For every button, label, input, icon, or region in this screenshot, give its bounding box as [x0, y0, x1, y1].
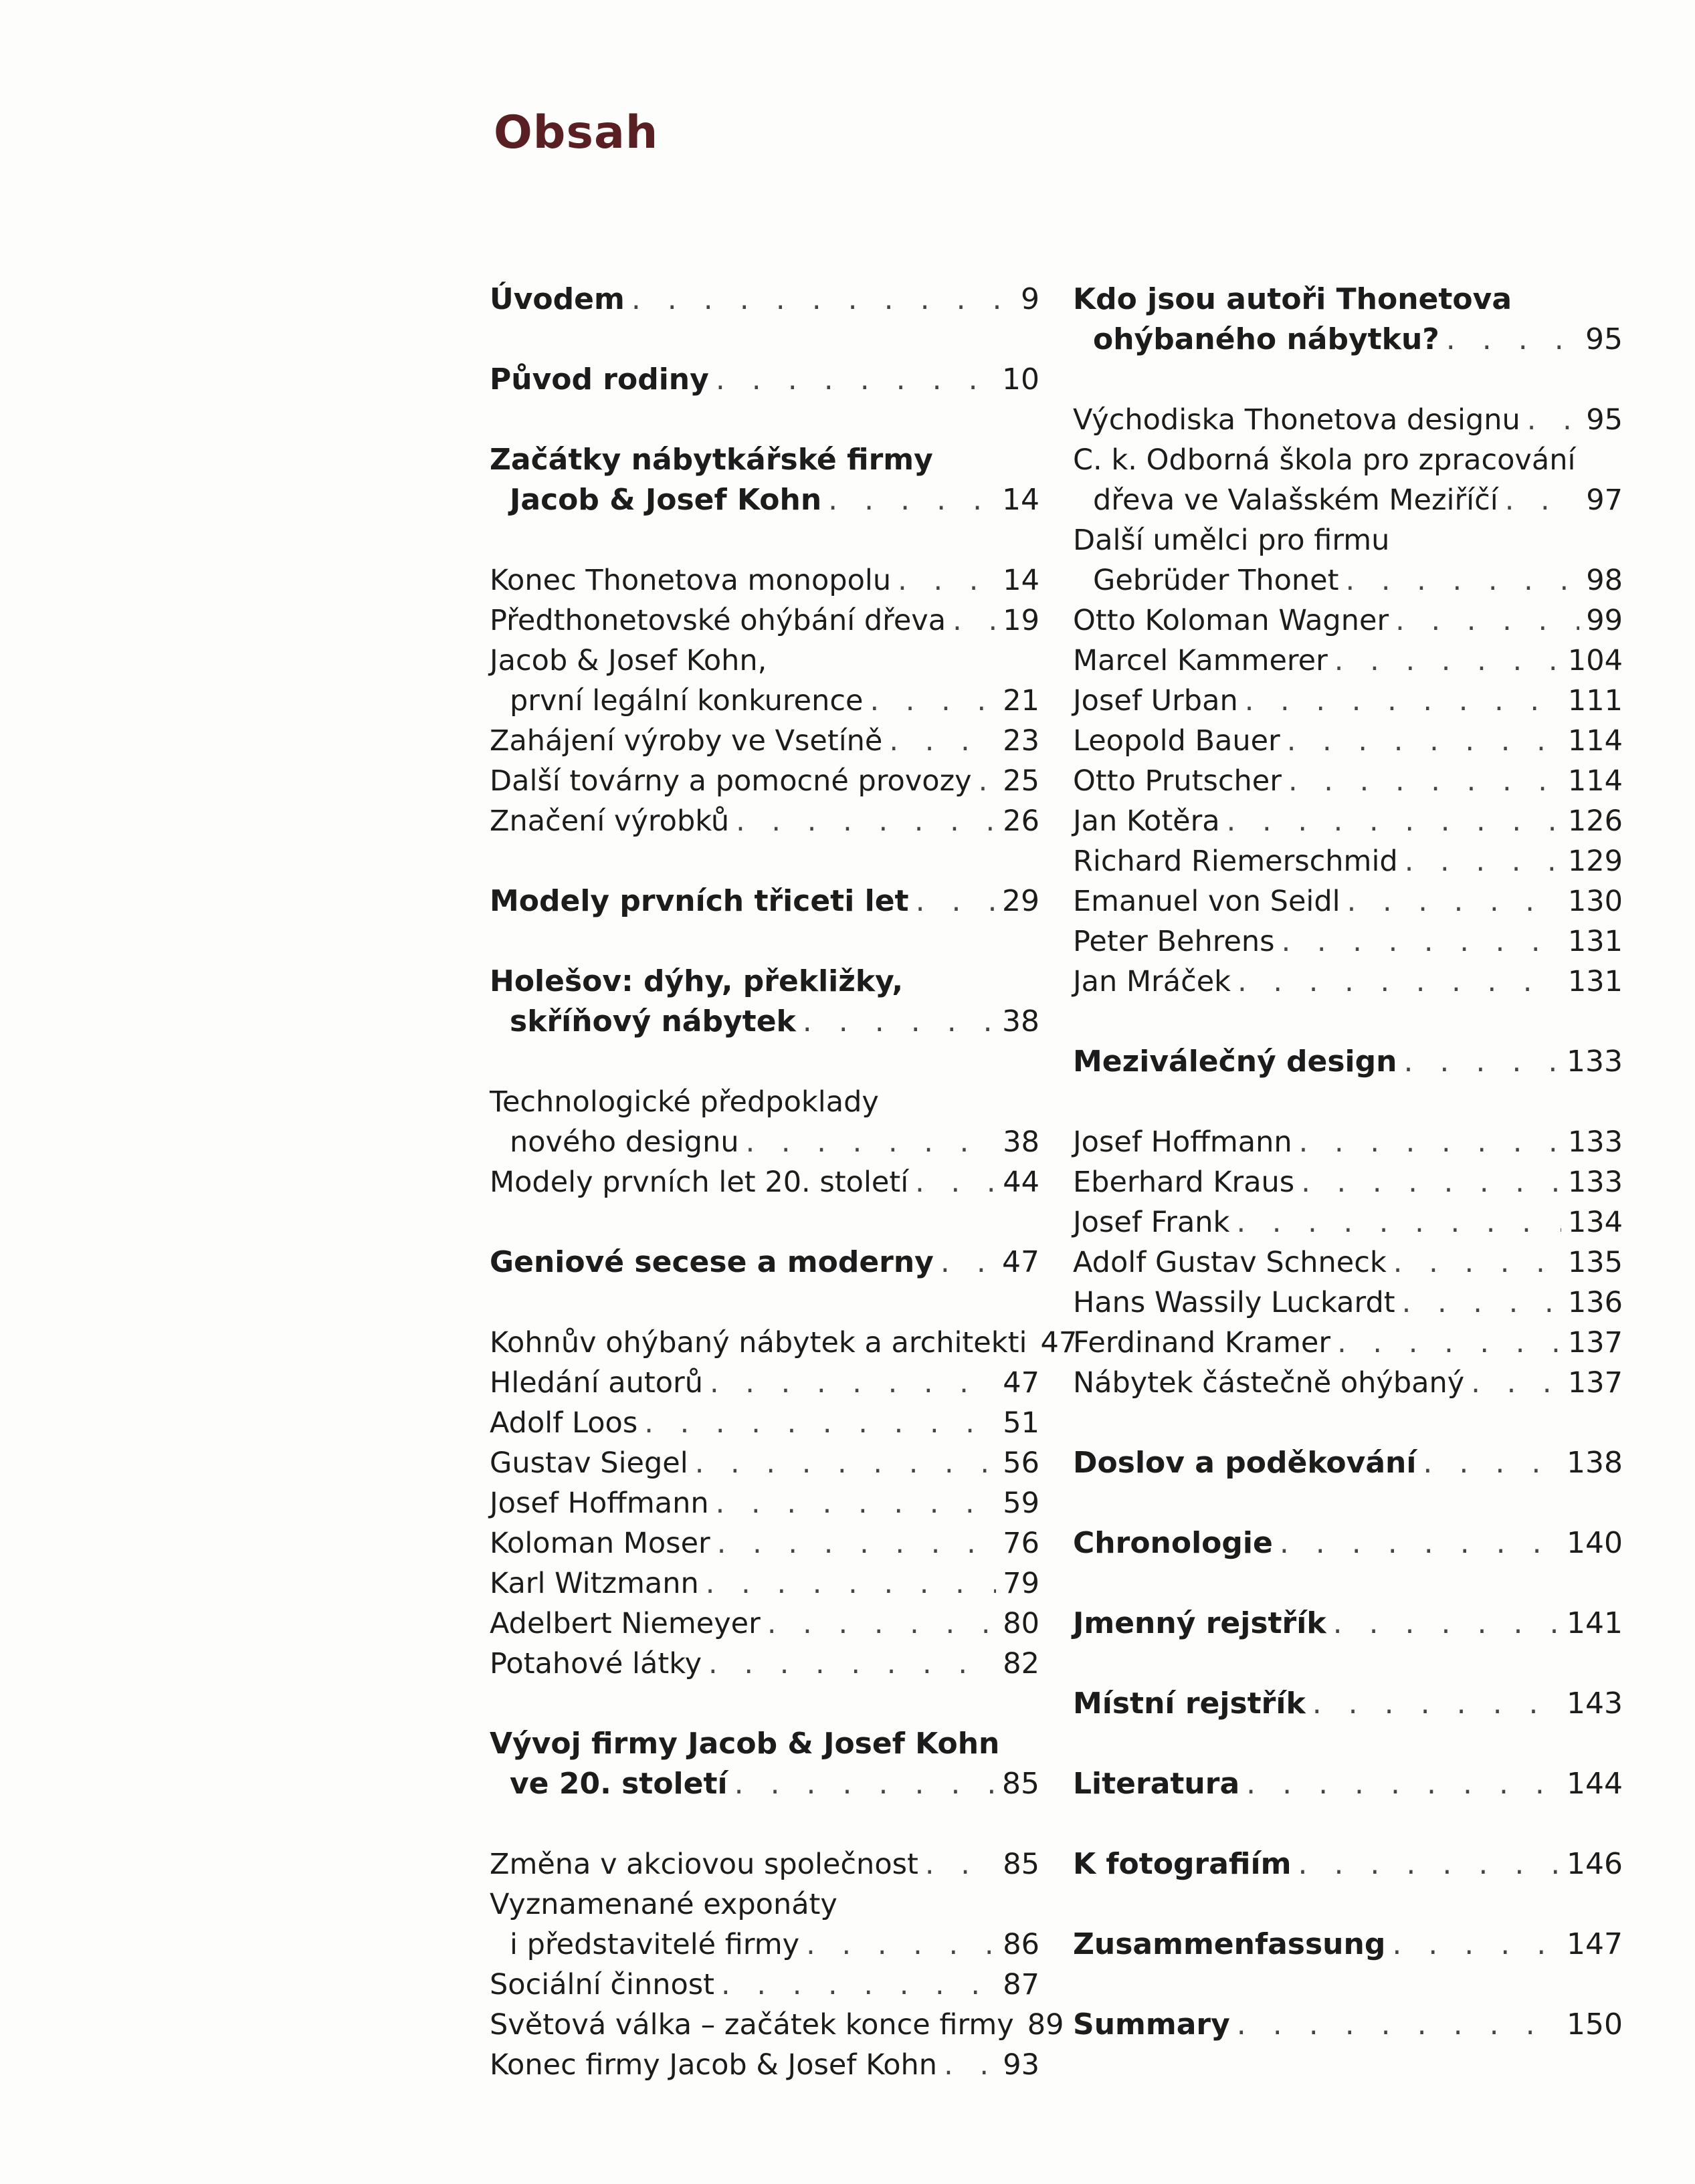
toc-page-number: 25 — [1003, 764, 1039, 798]
toc-entry-label: Modely prvních let 20. století — [490, 1166, 909, 1199]
toc-page-number: 51 — [1003, 1406, 1039, 1440]
toc-spacer — [1073, 1724, 1623, 1764]
toc-page-number: 76 — [1003, 1527, 1039, 1560]
toc-page-number: 129 — [1567, 845, 1623, 878]
dot-leader — [1237, 962, 1561, 1002]
toc-spacer — [490, 841, 1039, 881]
toc-page-number: 44 — [1003, 1166, 1039, 1199]
toc-entry-label: Gustav Siegel — [490, 1446, 688, 1480]
toc-section[interactable] — [1073, 1764, 1623, 1804]
toc-page-number: 126 — [1567, 804, 1623, 838]
toc-page-number: 86 — [1003, 1928, 1039, 1961]
toc-entry[interactable] — [1073, 921, 1623, 962]
toc-entry[interactable] — [490, 1604, 1039, 1644]
toc-entry-label: Peter Behrens — [1073, 925, 1275, 958]
toc-section[interactable] — [1073, 2005, 1623, 2045]
dot-leader — [828, 480, 995, 520]
toc-entry-label: Leopold Bauer — [1073, 724, 1280, 758]
toc-section[interactable] — [490, 280, 1039, 320]
toc-page-number: 150 — [1567, 2007, 1623, 2042]
dot-leader — [1333, 1604, 1560, 1644]
toc-entry-label: Gebrüder Thonet — [1093, 564, 1339, 597]
toc-page-number: 9 — [1021, 282, 1039, 316]
toc-spacer — [490, 1042, 1039, 1082]
toc-entry-text: Jacob & Josef Kohn, — [490, 644, 767, 677]
toc-entry[interactable] — [490, 1483, 1039, 1523]
toc-entry[interactable] — [1073, 721, 1623, 761]
dot-leader — [1446, 320, 1579, 360]
toc-entry[interactable] — [490, 2005, 1064, 2045]
toc-entry-label: Hledání autorů — [490, 1366, 703, 1400]
toc-page-number: 131 — [1567, 925, 1623, 958]
toc-page-number: 47 — [1003, 1366, 1039, 1400]
toc-entry[interactable] — [490, 560, 1039, 600]
toc-entry[interactable] — [490, 1403, 1039, 1443]
toc-entry[interactable] — [1073, 761, 1623, 801]
toc-entry-label: Ferdinand Kramer — [1073, 1326, 1331, 1359]
toc-entry-label: Chronologie — [1073, 1526, 1273, 1560]
toc-entry-text: Technologické předpoklady — [490, 1085, 879, 1119]
toc-section[interactable] — [490, 1764, 1039, 1804]
toc-page-number: 59 — [1003, 1487, 1039, 1520]
toc-spacer — [1073, 1965, 1623, 2005]
toc-entry-label: Otto Prutscher — [1073, 764, 1282, 798]
toc-page-number: 140 — [1567, 1526, 1623, 1560]
toc-entry-label: Eberhard Kraus — [1073, 1166, 1295, 1199]
toc-section[interactable] — [490, 1242, 1039, 1283]
dot-leader — [803, 1002, 995, 1042]
toc-entry-label: Adolf Gustav Schneck — [1073, 1246, 1387, 1279]
toc-page-number: 10 — [1002, 362, 1039, 397]
toc-spacer — [1073, 1884, 1623, 1925]
toc-page-number: 80 — [1003, 1607, 1039, 1640]
toc-section[interactable] — [1073, 1844, 1623, 1884]
toc-entry[interactable] — [1073, 962, 1623, 1002]
toc-entry[interactable] — [490, 1925, 1039, 1965]
toc-entry[interactable] — [1073, 1363, 1623, 1403]
toc-spacer — [1073, 1644, 1623, 1684]
dot-leader — [1392, 1925, 1560, 1965]
toc-spacer — [1073, 1804, 1623, 1844]
toc-section[interactable] — [1073, 1925, 1623, 1965]
toc-section-heading: Kdo jsou autoři Thonetova — [1073, 282, 1512, 316]
toc-entry[interactable] — [490, 761, 1039, 801]
toc-page-number: 47 — [1002, 1245, 1039, 1279]
toc-entry[interactable] — [490, 1122, 1039, 1162]
toc-entry[interactable] — [1073, 1323, 1623, 1363]
dot-leader — [1527, 400, 1579, 440]
toc-entry[interactable] — [1073, 1202, 1623, 1242]
toc-entry-label: skříňový nábytek — [510, 1004, 796, 1039]
toc-section[interactable] — [1073, 1684, 1623, 1724]
toc-page-number: 141 — [1567, 1606, 1623, 1640]
toc-entry-label: Původ rodiny — [490, 362, 709, 397]
toc-page-number: 79 — [1003, 1567, 1039, 1600]
toc-section[interactable] — [1073, 1042, 1623, 1082]
toc-page-number: 144 — [1567, 1767, 1623, 1801]
toc-entry-label: i představitelé firmy — [510, 1928, 800, 1961]
dot-leader — [746, 1122, 997, 1162]
toc-page-number: 133 — [1567, 1045, 1623, 1079]
toc-entry-label: Jmenný rejstřík — [1073, 1606, 1326, 1640]
toc-page-number: 85 — [1003, 1848, 1039, 1881]
toc-entry-label: Richard Riemerschmid — [1073, 845, 1398, 878]
toc-section[interactable] — [1073, 1443, 1623, 1483]
dot-leader — [1346, 560, 1580, 600]
toc-entry[interactable] — [1073, 1162, 1623, 1202]
toc-page-number: 95 — [1586, 403, 1623, 437]
toc-entry-label: Východiska Thonetova designu — [1073, 403, 1520, 437]
toc-column-left — [490, 280, 1078, 2085]
toc-entry[interactable] — [1073, 801, 1623, 841]
toc-entry-label: Josef Urban — [1073, 684, 1238, 718]
dot-leader — [1280, 1523, 1560, 1563]
toc-spacer — [490, 520, 1039, 560]
toc-entry[interactable] — [490, 1644, 1039, 1684]
toc-spacer — [490, 1283, 1039, 1323]
toc-page-number: 146 — [1567, 1847, 1623, 1881]
toc-entry-label: nového designu — [510, 1125, 739, 1159]
dot-leader — [806, 1925, 996, 1965]
toc-page-number: 26 — [1003, 804, 1039, 838]
toc-page-number: 104 — [1567, 644, 1623, 677]
toc-page-number: 130 — [1567, 885, 1623, 918]
toc-section-heading: Začátky nábytkářské firmy — [490, 443, 933, 477]
dot-leader — [706, 1563, 997, 1604]
toc-entry-label: Josef Hoffmann — [490, 1487, 709, 1520]
toc-section-heading: Vývoj firmy Jacob & Josef Kohn — [490, 1727, 1000, 1761]
toc-entry-label: Konec Thonetova monopolu — [490, 564, 892, 597]
dot-leader — [767, 1604, 996, 1644]
toc-page-number: 87 — [1003, 1968, 1039, 2001]
dot-leader — [944, 2045, 996, 2085]
toc-page-number: 89 — [1027, 2008, 1064, 2042]
toc-entry[interactable] — [490, 1563, 1039, 1604]
toc-entry[interactable] — [1073, 1242, 1623, 1283]
dot-leader — [708, 1644, 996, 1684]
dot-leader — [721, 1965, 996, 2005]
toc-entry-label: Jacob & Josef Kohn — [510, 483, 822, 517]
toc-spacer — [1073, 1082, 1623, 1122]
toc-entry-label: Předthonetovské ohýbání dřeva — [490, 604, 946, 637]
dot-leader — [979, 761, 997, 801]
toc-section[interactable] — [490, 480, 1039, 520]
toc-page-number: 137 — [1567, 1366, 1623, 1400]
dot-leader — [1423, 1443, 1560, 1483]
toc-page-number: 114 — [1567, 764, 1623, 798]
dot-leader — [1337, 1323, 1561, 1363]
toc-entry-label: Značení výrobků — [490, 804, 730, 838]
toc-page-number: 133 — [1567, 1166, 1623, 1199]
dot-leader — [953, 600, 996, 641]
toc-entry-label: Jan Mráček — [1073, 965, 1231, 998]
dot-leader — [631, 280, 1014, 320]
toc-entry-label: Emanuel von Seidl — [1073, 885, 1340, 918]
dot-leader — [1299, 1122, 1561, 1162]
dot-leader — [1347, 881, 1561, 921]
toc-spacer — [490, 400, 1039, 440]
dot-leader — [1393, 1242, 1561, 1283]
toc-entry[interactable] — [1073, 600, 1623, 641]
toc-page-number: 138 — [1567, 1446, 1623, 1480]
dot-leader — [736, 801, 996, 841]
toc-entry-label: Summary — [1073, 2007, 1230, 2042]
toc-spacer — [1073, 1563, 1623, 1604]
toc-entry-label: Zahájení výroby ve Vsetíně — [490, 724, 883, 758]
toc-entry-label: Koloman Moser — [490, 1527, 710, 1560]
toc-entry[interactable] — [490, 681, 1039, 721]
toc-entry-text: Vyznamenané exponáty — [490, 1888, 837, 1921]
toc-entry-label: Další továrny a pomocné provozy — [490, 764, 972, 798]
toc-entry-label: Potahové látky — [490, 1647, 702, 1680]
dot-leader — [1227, 801, 1561, 841]
toc-entry-label: Kohnův ohýbaný nábytek a architekti — [490, 1326, 1027, 1359]
toc-spacer — [490, 1804, 1039, 1844]
toc-entry-text: Další umělci pro firmu — [1073, 524, 1390, 557]
toc-spacer — [490, 1202, 1039, 1242]
toc-entry-label: ve 20. století — [510, 1767, 728, 1801]
toc-spacer — [1073, 1483, 1623, 1523]
toc-page-number: 133 — [1567, 1125, 1623, 1159]
dot-leader — [1301, 1162, 1561, 1202]
toc-entry-label: Úvodem — [490, 282, 625, 316]
toc-page-number: 82 — [1003, 1647, 1039, 1680]
dot-leader — [889, 721, 996, 761]
dot-leader — [1288, 761, 1561, 801]
toc-page-number: 114 — [1567, 724, 1623, 758]
toc-page-number: 131 — [1567, 965, 1623, 998]
dot-leader — [1246, 1764, 1560, 1804]
toc-entry-label: ohýbaného nábytku? — [1093, 322, 1439, 356]
dot-leader — [1312, 1684, 1560, 1724]
toc-entry-label: Marcel Kammerer — [1073, 644, 1328, 677]
dot-leader — [716, 1483, 997, 1523]
dot-leader — [717, 1523, 997, 1563]
toc-entry[interactable] — [490, 1523, 1039, 1563]
toc-spacer — [490, 320, 1039, 360]
toc-entry-label: Doslov a poděkování — [1073, 1446, 1417, 1480]
toc-entry[interactable] — [490, 801, 1039, 841]
toc-section[interactable] — [1073, 320, 1623, 360]
toc-page-number: 111 — [1567, 684, 1623, 718]
toc-section[interactable] — [490, 360, 1039, 400]
toc-entry[interactable] — [490, 1844, 1039, 1884]
toc-entry-label: Nábytek částečně ohýbaný — [1073, 1366, 1465, 1400]
toc-entry[interactable] — [490, 600, 1039, 641]
toc-entry[interactable] — [490, 1443, 1039, 1483]
toc-page-number: 134 — [1567, 1206, 1623, 1239]
toc-section[interactable] — [490, 881, 1039, 921]
toc-entry[interactable] — [1073, 841, 1623, 881]
toc-entry[interactable] — [490, 2045, 1039, 2085]
toc-spacer — [490, 921, 1039, 962]
toc-page-number: 99 — [1586, 604, 1623, 637]
toc-column-right — [1073, 280, 1623, 2045]
dot-leader — [1471, 1363, 1561, 1403]
toc-page-number: 29 — [1002, 884, 1039, 918]
dot-leader — [716, 360, 995, 400]
toc-entry-label: Karl Witzmann — [490, 1567, 699, 1600]
toc-entry-label: Adolf Loos — [490, 1406, 638, 1440]
dot-leader — [898, 560, 996, 600]
toc-entry[interactable] — [1073, 400, 1623, 440]
toc-entry-label: Josef Frank — [1073, 1206, 1230, 1239]
toc-page-number: 14 — [1003, 564, 1039, 597]
dot-leader — [710, 1363, 996, 1403]
toc-entry[interactable] — [1073, 560, 1623, 600]
toc-entry-label: Geniové secese a moderny — [490, 1245, 934, 1279]
dot-leader — [1402, 1283, 1561, 1323]
toc-page-number: 38 — [1002, 1004, 1039, 1039]
toc-page-number: 93 — [1003, 2048, 1039, 2082]
toc-page-number: 47 — [1040, 1326, 1078, 1359]
dot-leader — [1298, 1844, 1560, 1884]
toc-entry-label: Modely prvních třiceti let — [490, 884, 909, 918]
toc-page-number: 23 — [1003, 724, 1039, 758]
toc-entry[interactable] — [490, 1323, 1078, 1363]
toc-entry[interactable] — [490, 1162, 1039, 1202]
toc-entry-label: Literatura — [1073, 1767, 1240, 1801]
toc-entry[interactable] — [1073, 881, 1623, 921]
dot-leader — [1237, 2005, 1560, 2045]
toc-page-number: 38 — [1003, 1125, 1039, 1159]
toc-entry[interactable] — [1073, 681, 1623, 721]
toc-page-number: 85 — [1002, 1767, 1039, 1801]
toc-entry-label: Otto Koloman Wagner — [1073, 604, 1389, 637]
dot-leader — [1245, 681, 1561, 721]
dot-leader — [1505, 480, 1580, 520]
dot-leader — [695, 1443, 997, 1483]
toc-page-number: 136 — [1567, 1286, 1623, 1319]
toc-page-number: 137 — [1567, 1326, 1623, 1359]
toc-entry[interactable] — [1073, 1122, 1623, 1162]
dot-leader — [915, 1162, 996, 1202]
dot-leader — [1282, 921, 1561, 962]
toc-entry-label: dřeva ve Valašském Meziříčí — [1093, 483, 1498, 517]
toc-page-number: 147 — [1567, 1927, 1623, 1961]
toc-spacer — [1073, 1002, 1623, 1042]
toc-entry[interactable] — [490, 1363, 1039, 1403]
toc-entry-label: Adelbert Niemeyer — [490, 1607, 761, 1640]
toc-entry-label: Světová válka – začátek konce firmy — [490, 2008, 1014, 2042]
dot-leader — [734, 1764, 995, 1804]
toc-entry[interactable] — [490, 721, 1039, 761]
toc-entry-label: Hans Wassily Luckardt — [1073, 1286, 1395, 1319]
toc-entry[interactable] — [1073, 1283, 1623, 1323]
dot-leader — [1287, 721, 1561, 761]
toc-entry-label: Konec firmy Jacob & Josef Kohn — [490, 2048, 938, 2082]
dot-leader — [1405, 841, 1561, 881]
toc-entry[interactable] — [1073, 480, 1623, 520]
toc-page-number: 98 — [1586, 564, 1623, 597]
dot-leader — [940, 1242, 995, 1283]
toc-section[interactable] — [1073, 1523, 1623, 1563]
toc-entry-label: Sociální činnost — [490, 1968, 715, 2001]
dot-leader — [1236, 1202, 1561, 1242]
toc-entry-label: Meziválečný design — [1073, 1045, 1397, 1079]
toc-spacer — [1073, 360, 1623, 400]
toc-entry-label: Josef Hoffmann — [1073, 1125, 1292, 1159]
toc-entry-label: Jan Kotěra — [1073, 804, 1220, 838]
dot-leader — [870, 681, 996, 721]
page-title: Obsah — [494, 106, 659, 159]
toc-section[interactable] — [1073, 1604, 1623, 1644]
toc-section-heading: Holešov: dýhy, překližky, — [490, 964, 904, 998]
toc-entry[interactable] — [490, 1965, 1039, 2005]
toc-page-number: 19 — [1003, 604, 1039, 637]
toc-entry-label: K fotografiím — [1073, 1847, 1292, 1881]
toc-page-number: 143 — [1567, 1686, 1623, 1721]
toc-entry-label: Místní rejstřík — [1073, 1686, 1306, 1721]
toc-page-number: 56 — [1003, 1446, 1039, 1480]
dot-leader — [925, 1844, 996, 1884]
toc-entry[interactable] — [1073, 641, 1623, 681]
dot-leader — [916, 881, 995, 921]
toc-entry-text: C. k. Odborná škola pro zpracování — [1073, 443, 1576, 477]
toc-section[interactable] — [490, 1002, 1039, 1042]
dot-leader — [1403, 1042, 1560, 1082]
toc-page-number: 135 — [1567, 1246, 1623, 1279]
toc-entry-label: Zusammenfassung — [1073, 1927, 1386, 1961]
toc-entry-label: Změna v akciovou společnost — [490, 1848, 918, 1881]
toc-spacer — [490, 1684, 1039, 1724]
dot-leader — [644, 1403, 996, 1443]
toc-spacer — [1073, 1403, 1623, 1443]
toc-page-number: 97 — [1586, 483, 1623, 517]
dot-leader — [1395, 600, 1579, 641]
dot-leader — [1334, 641, 1561, 681]
toc-page-number: 14 — [1002, 483, 1039, 517]
toc-page-number: 95 — [1585, 322, 1623, 356]
toc-page-number: 21 — [1003, 684, 1039, 718]
toc-entry-label: první legální konkurence — [510, 684, 864, 718]
